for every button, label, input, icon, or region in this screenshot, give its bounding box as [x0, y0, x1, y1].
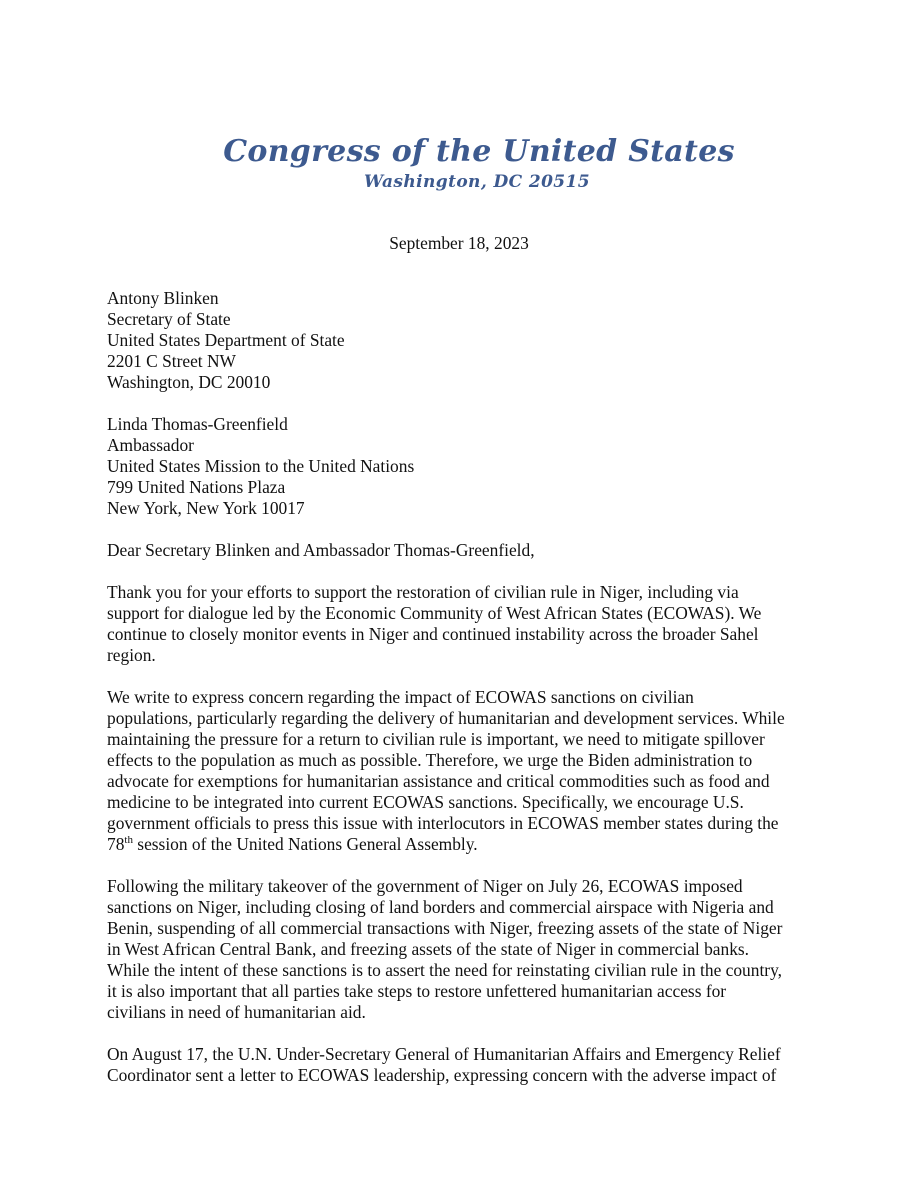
paragraph-2	[107, 687, 819, 855]
recipient-line: 799 United Nations Plaza	[107, 477, 286, 497]
paragraph-line: continue to closely monitor events in Niger and continued instability across the broader Sahel	[107, 624, 759, 644]
recipient-address-2	[107, 414, 819, 519]
recipient-line: Ambassador	[107, 435, 194, 455]
paragraph-line: On August 17, the U.N. Under-Secretary General of Humanitarian Affairs and Emergency Relief	[107, 1044, 781, 1064]
paragraph-line: effects to the population as much as possible. Therefore, we urge the Biden administration to	[107, 750, 753, 770]
session-ordinal-suffix: th	[124, 834, 133, 847]
paragraph-line: populations, particularly regarding the delivery of humanitarian and development services. While	[107, 708, 785, 728]
paragraph-line: Thank you for your efforts to support the restoration of civilian rule in Niger, including via	[107, 582, 739, 602]
paragraph-4	[107, 1044, 819, 1086]
paragraph-line: Benin, suspending of all commercial transactions with Niger, freezing assets of the state of Niger	[107, 918, 783, 938]
recipient-line: Linda Thomas-Greenfield	[107, 414, 288, 434]
paragraph-line: Coordinator sent a letter to ECOWAS leadership, expressing concern with the adverse impact of	[107, 1065, 777, 1085]
paragraph-line: Following the military takeover of the government of Niger on July 26, ECOWAS imposed	[107, 876, 743, 896]
paragraph-line: We write to express concern regarding the impact of ECOWAS sanctions on civilian	[107, 687, 694, 707]
session-text: session of the United Nations General Assembly.	[132, 834, 478, 854]
recipient-line: United States Mission to the United Nations	[107, 456, 415, 476]
paragraph-line: it is also important that all parties take steps to restore unfettered humanitarian access for	[107, 981, 727, 1001]
paragraph-line: government officials to press this issue with interlocutors in ECOWAS member states during the	[107, 813, 779, 833]
letter-date: September 18, 2023	[389, 233, 529, 253]
recipient-address-1	[107, 288, 819, 393]
session-number: 78	[107, 834, 125, 854]
recipient-line: Secretary of State	[107, 309, 231, 329]
paragraph-line: in West African Central Bank, and freezing assets of the state of Niger in commercial banks.	[107, 939, 750, 959]
paragraph-line: support for dialogue led by the Economic Community of West African States (ECOWAS). We	[107, 603, 762, 623]
paragraph-line: maintaining the pressure for a return to civilian rule is important, we need to mitigate spillover	[107, 729, 765, 749]
paragraph-line: civilians in need of humanitarian aid.	[107, 1002, 366, 1022]
recipient-line: 2201 C Street NW	[107, 351, 236, 371]
paragraph-1	[107, 582, 819, 666]
letterhead-title: Congress of the United States	[223, 134, 735, 169]
paragraph-line: region.	[107, 645, 156, 665]
paragraph-line: sanctions on Niger, including closing of land borders and commercial airspace with Nigeria and	[107, 897, 774, 917]
paragraph-line: advocate for exemptions for humanitarian assistance and critical commodities such as food and	[107, 771, 770, 791]
recipient-line: New York, New York 10017	[107, 498, 305, 518]
letterhead-subtitle: Washington, DC 20515	[364, 172, 590, 192]
paragraph-3	[107, 876, 819, 1023]
salutation	[107, 540, 819, 561]
paragraph-line-last	[107, 834, 819, 855]
recipient-line: United States Department of State	[107, 330, 345, 350]
salutation-text: Dear Secretary Blinken and Ambassador Thomas-Greenfield,	[107, 540, 535, 560]
paragraph-line: While the intent of these sanctions is to assert the need for reinstating civilian rule in the country,	[107, 960, 782, 980]
recipient-line: Antony Blinken	[107, 288, 219, 308]
recipient-line: Washington, DC 20010	[107, 372, 271, 392]
letterhead	[0, 133, 918, 193]
paragraph-line: medicine to be integrated into current ECOWAS sanctions. Specifically, we encourage U.S.	[107, 792, 744, 812]
